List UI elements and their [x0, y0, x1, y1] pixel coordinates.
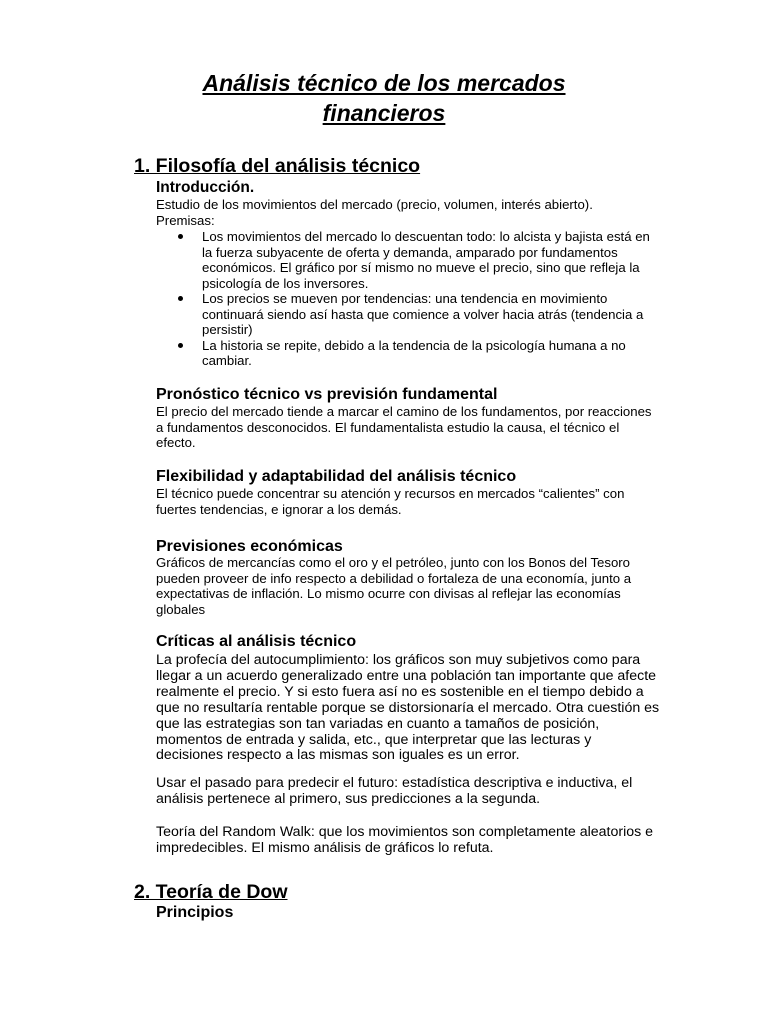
subheading-previsiones: Previsiones económicas — [156, 538, 343, 555]
list-item — [176, 338, 654, 369]
document-title: Análisis técnico de los mercados financieros — [202, 70, 566, 126]
list-item-text: Los precios se mueven por tendencias: una tendencia en movimiento continuará siendo así hasta que comience a volver hacia atrás (tendencia a persistir) — [202, 291, 644, 337]
subheading-flexibilidad: Flexibilidad y adaptabilidad del análisis técnico — [156, 468, 517, 485]
bullet-icon — [178, 296, 183, 301]
premisas-list — [176, 229, 654, 369]
criticas-paragraph-random-walk: Teoría del Random Walk: que los movimientos son completamente aleatorios e impredecibles. El mismo análisis de gráficos lo refuta. — [156, 824, 654, 856]
section-heading-filosofia: 1. Filosofía del análisis técnico — [134, 155, 421, 177]
list-item — [176, 291, 654, 338]
pronostico-paragraph: El precio del mercado tiende a marcar el camino de los fundamentos, por reacciones a fundamentos desconocidos. El fundamentalista estudio la causa, el técnico el efecto. — [156, 404, 652, 450]
bullet-icon — [178, 343, 183, 348]
bullet-icon — [178, 234, 183, 239]
section-heading-dow: 2. Teoría de Dow — [134, 881, 288, 903]
subheading-introduccion: Introducción. — [156, 179, 255, 196]
list-item-text: La historia se repite, debido a la tendencia de la psicología humana a no cambiar. — [202, 337, 626, 368]
list-item-text: Los movimientos del mercado lo descuentan todo: lo alcista y bajista está en la fuerza subyacente de oferta y demanda, amparado por fundamentos económicos. El gráfico por sí mismo no mueve el precio, sino que refleja la psicología de los inversores. — [202, 229, 650, 291]
subheading-principios: Principios — [156, 904, 234, 921]
list-item — [176, 229, 654, 291]
criticas-paragraph-pasado: Usar el pasado para predecir el futuro: estadística descriptiva e inductiva, el análisis pertenece al primero, sus predicciones a la segunda. — [156, 775, 633, 807]
premisas-label: Premisas: — [156, 212, 215, 228]
criticas-paragraph-autocumplimiento: La profecía del autocumplimiento: los gráficos son muy subjetivos como para llegar a un acuerdo generalizado entre una población tan importante que afecte realmente el precio. Y si esto fuera así no es sostenible en el tiempo debido a que no resultaría rentable porque se distorsionaría el mercado. Otra cuestión es que las estrategias son tan variadas en cuanto a tamaños de posición, momentos de entrada y salida, etc., que interpretar que las lecturas y decisiones respecto a las mismas son iguales es un error. — [156, 652, 660, 764]
flexibilidad-paragraph: El técnico puede concentrar su atención y recursos en mercados “calientes” con fuertes tendencias, e ignorar a los demás. — [156, 486, 625, 517]
subheading-pronostico: Pronóstico técnico vs previsión fundamental — [156, 386, 498, 403]
previsiones-paragraph: Gráficos de mercancías como el oro y el petróleo, junto con los Bonos del Tesoro pueden proveer de info respecto a debilidad o fortaleza de una economía, junto a expectativas de inflación. Lo mismo ocurre con divisas al reflejar las economías globales — [156, 555, 632, 617]
intro-paragraph: Estudio de los movimientos del mercado (precio, volumen, interés abierto). — [156, 197, 593, 212]
subheading-criticas: Críticas al análisis técnico — [156, 633, 357, 650]
